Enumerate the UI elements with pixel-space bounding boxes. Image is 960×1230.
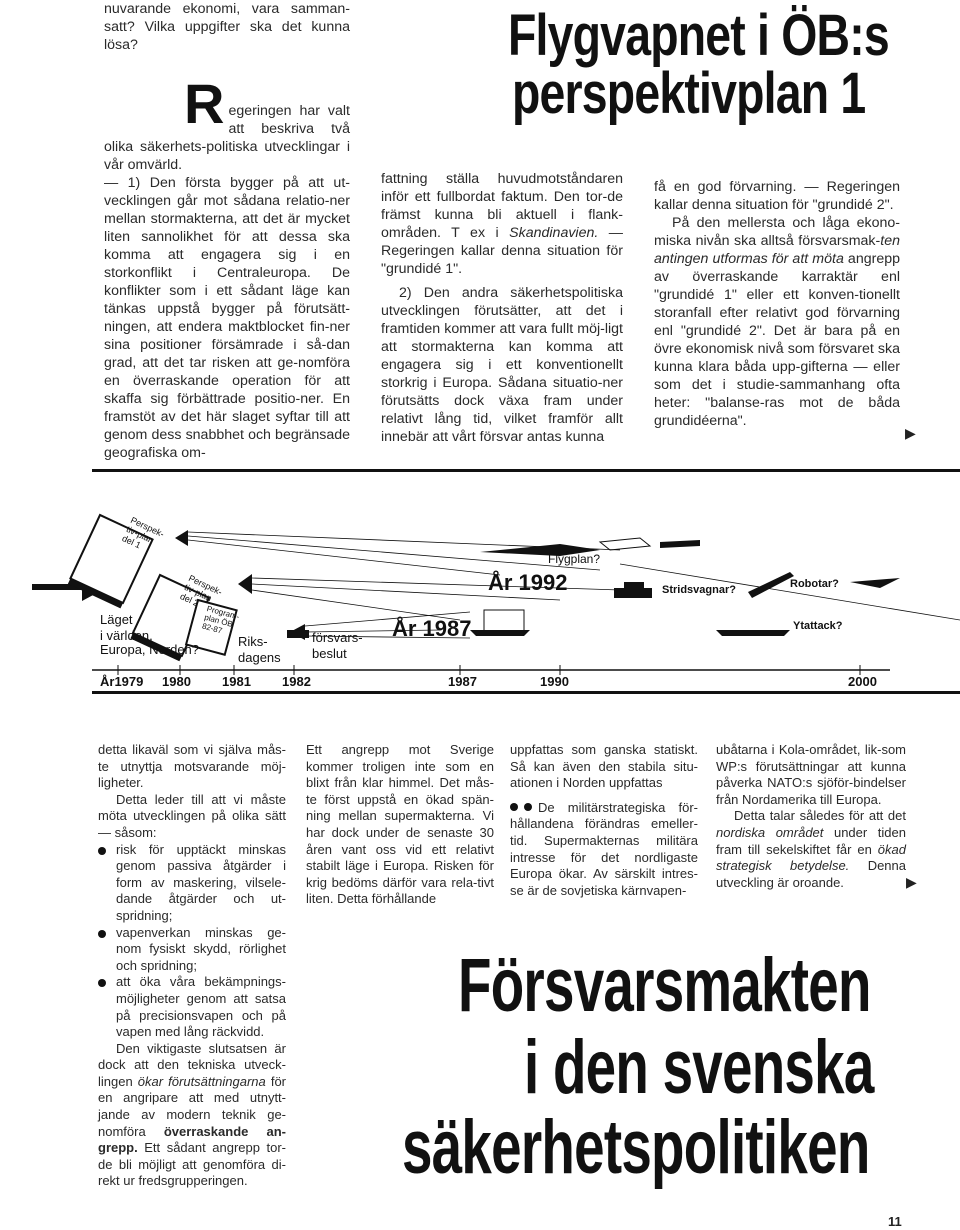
paragraph: ubåtarna i Kola-området, lik-som WP:s förutsättningar att kunna påverka NATO:s sjöför-bindelser från Nordamerika till Europa. (716, 742, 906, 807)
helicopter-icon (600, 538, 650, 550)
year-1992-heading: År 1992 (488, 570, 568, 595)
plane-icon (850, 578, 900, 588)
year-1987-heading: År 1987 (392, 616, 472, 641)
axis-tick-label: 1987 (448, 674, 477, 689)
intro-paragraph: nuvarande ekonomi, vara samman-satt? Vilka uppgifter ska det kunna lösa? (104, 1, 350, 53)
book-label-2: Perspek-tiv-plan del 2 (178, 572, 224, 609)
tank-icon (614, 588, 652, 598)
forsvarsbeslut-label: försvars-beslut (312, 630, 363, 661)
axis-tick-label: 2000 (848, 674, 877, 689)
paragraph: Detta leder till att vi måste möta utvecklingen på olika sätt — såsom: (98, 791, 286, 840)
axis-tick-label: 1990 (540, 674, 569, 689)
bottom-column-4 (716, 742, 906, 891)
book-label-3: Program-plan ÖB 82-87 (201, 604, 241, 636)
section-title-line1: Försvarsmakten (458, 943, 871, 1028)
paragraph (104, 72, 350, 174)
paragraph: På den mellersta och låga ekono-miska nivån ska alltså försvarsmak-ten antingen utformas för att möta angrepp av överraskande karraktär enl "grundidé 1" eller ett konven-tionellt storanfall efter relativt god förvarning enl "grundidé 2". Det är bara på en övre ekonomisk nivå som försvaret ska kunna klara båda upp-gifterna — eller som det i studie-sammanhang ofta heter: "balanse-ras mot de båda grundidéerna". (654, 215, 900, 429)
eye-icon (175, 530, 188, 546)
paragraph: fattning ställa huvudmotståndaren inför ett fullbordat faktum. Den tor-de främst kunna bli aktuell i flank-områden. T ex i Skandinavien. — Regeringen kallar denna situation för "grundidé 1". (381, 171, 623, 277)
axis-tick-label: År1979 (100, 674, 144, 689)
bottom-column-1 (98, 742, 286, 1190)
bullet-icon (510, 803, 518, 811)
paragraph-text: egeringen har valt att beskriva två olika säkerhets-politiska utvecklingar i vår omvärld. (104, 103, 350, 173)
robotar-label: Robotar? (790, 578, 839, 590)
continue-arrow-icon: ▶ (906, 874, 917, 890)
section-title-line2: i den svenska (524, 1025, 874, 1110)
bullet-item: risk för upptäckt minskas genom passiva åtgärder i form av maskering, vilsele-dande åtgärder och ut-spridning; (98, 842, 286, 925)
paragraph: detta likaväl som vi själva mås-te utnyttja motsvarande möj-ligheter. (98, 742, 286, 791)
riksdagens-label: Riks-dagens (238, 634, 281, 665)
missile-icon (748, 572, 794, 598)
top-column-2 (381, 170, 623, 446)
paragraph: Den viktigaste slutsatsen är dock att den tekniska utveck-lingen ökar förutsättningarna för en angripare att med utnytt-jande av modern teknik ge-nomföra överraskande an-grepp. Ett sådant angrepp tor-de bli möjligt att genomföra di-rekt ur fredsgrupperingen. (98, 1040, 287, 1189)
paragraph: De militärstrategiska för-hållandena förändras emeller-tid. Supermakternas militära intresse för det nordligaste Europa ökar. Av särskilt intres-se är de sovjetiska kärnvapen- (510, 799, 698, 898)
paragraph: Ett angrepp mot Sverige kommer troligen inte som en blixt från klar himmel. Det mås-te först uppstå en ökad spän-ning mellan supermakterna. Vi har dock under de senaste 30 åren vant oss vid ett relativt stabilt läge i Europa. Risken för krig bedöms därför vara rela-tivt liten. Detta förhållande (306, 742, 494, 907)
bottom-column-2 (306, 742, 494, 908)
page-title-line1: Flygvapnet i ÖB:s (508, 3, 889, 68)
stridsvagnar-label: Stridsvagnar? (662, 584, 736, 596)
paragraph: uppfattas som ganska statiskt. Så kan även den stabila situ-ationen i Norden uppfattas (510, 742, 698, 791)
bullet-list (98, 842, 286, 1041)
bullet-icon (524, 803, 532, 811)
europa-norden-label: Europa, Norden? (100, 642, 200, 657)
laget-label: Läget (100, 612, 133, 627)
paragraph: Detta talar således för att det nordiska området under tiden fram till sekelskiftet får en ökad strategisk betydelse. Denna utveckling är oroande. (716, 808, 906, 890)
paragraph: — 1) Den första bygger på att ut-vecklingen går mot sådana relatio-ner mellan stormakterna, att det är mycket liten sannolikhet för att dessa ska komma att engagera sig i en storkonflikt i Centraleuropa. De konflikter som i ett sådant läge kan tänkas uppstå bygger på förutsätt-ningen, att endera maktblocket fin-ner sina positioner försämrade i så-dan grad, att det tar risken att ge-nomföra en överraskande operation för att skaffa sig förbättrade positio-ner. En framstöt av det här slaget syftar till att genom dess snabbhet och begränsade geografiska om- (104, 175, 350, 461)
book-label-1: Perspek-tiv-plan del 1 (120, 514, 166, 551)
paragraph: få en god förvarning. — Regeringen kallar denna situation för "grundidé 2". (654, 179, 900, 213)
bullet-item: vapenverkan minskas ge-nom fysiskt skydd, rörlighet och spridning; (98, 925, 286, 975)
continue-arrow-icon: ▶ (905, 425, 916, 441)
timeline-diagram (0, 470, 960, 692)
ytattack-label: Ytattack? (793, 620, 843, 632)
axis-tick-label: 1982 (282, 674, 311, 689)
axis-tick-label: 1980 (162, 674, 191, 689)
top-column-1 (104, 0, 350, 462)
paragraph: 2) Den andra säkerhetspolitiska utvecklingen förutsätter, att det i framtiden kommer att vara fullt möj-ligt att stormakterna kan komma att engagera sig i ett konventionellt storkrig i Europa. Sådana situatio-ner förutsätts dock växa fram under relativt lång tid, vilket framför allt innebär att vårt försvar antas kunna (381, 285, 623, 445)
drop-cap: R (184, 72, 225, 135)
ship-icon (716, 630, 790, 636)
flygplan-label: Flygplan? (548, 552, 601, 566)
axis-tick-label: 1981 (222, 674, 251, 689)
bullet-item: att öka våra bekämpnings-möjligheter genom att satsa på precisionsvapen och på vapen med lång räckvidd. (98, 974, 286, 1040)
i-varlden-label: i världen, (100, 628, 153, 643)
gavel-icon (287, 630, 309, 638)
top-column-3 (654, 178, 900, 430)
page-number: 11 (888, 1214, 902, 1229)
page-title-line2: perspektivplan 1 (512, 61, 866, 126)
plane-icon (660, 540, 700, 548)
eye-icon (238, 574, 252, 594)
section-title-line3: säkerhetspolitiken (402, 1105, 870, 1190)
bottom-column-3 (510, 742, 698, 899)
ship-icon (470, 630, 530, 636)
